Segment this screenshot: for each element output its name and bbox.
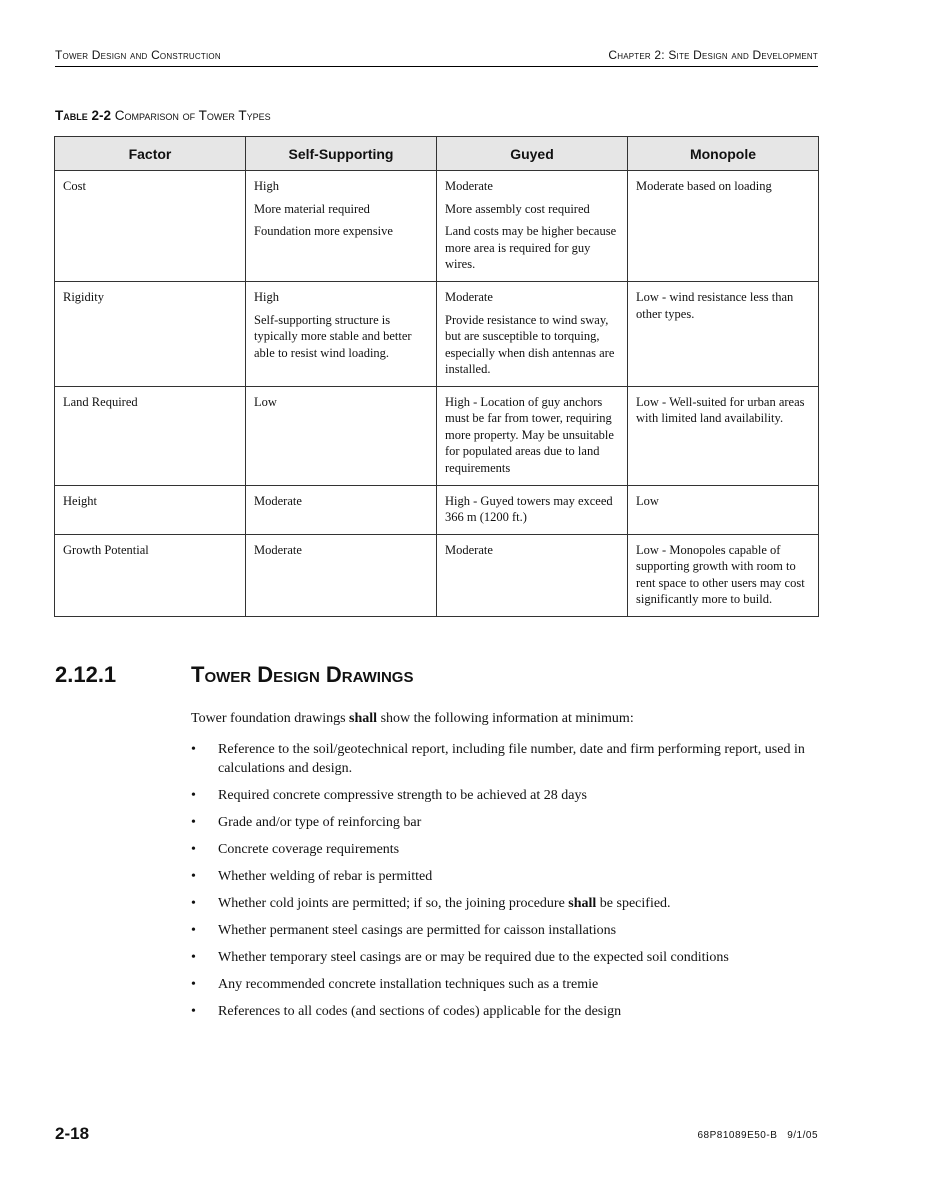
cell-factor (55, 534, 246, 616)
column-header-factor: Factor (55, 137, 246, 171)
section-intro (191, 711, 821, 727)
running-header (55, 48, 818, 67)
list-item-text: Grade and/or type of reinforcing bar (218, 815, 422, 830)
cell-text: Land Required (63, 394, 138, 409)
list-item (191, 894, 821, 913)
intro-bold-shall: shall (349, 711, 378, 726)
cell-monopole (628, 282, 819, 387)
cell-monopole (628, 485, 819, 534)
table-row-cost (55, 171, 819, 282)
document-id: 68P81089E50-B 9/1/05 (697, 1130, 818, 1141)
bullet-icon: • (191, 869, 196, 884)
cell-monopole (628, 171, 819, 282)
cell-self-supporting (246, 386, 437, 485)
list-item (191, 867, 821, 886)
intro-text: Tower foundation drawings (191, 711, 350, 726)
cell-guyed (437, 171, 628, 282)
cell-text: High - Guyed towers may exceed 366 m (1200 ft.) (445, 493, 613, 524)
cell-text: Self-supporting structure is typically more stable and better able to resist wind loading. (254, 312, 412, 360)
cell-monopole (628, 386, 819, 485)
list-item-text: Whether permanent steel casings are permitted for caisson installations (218, 923, 617, 938)
cell-text: Moderate (254, 493, 302, 508)
cell-factor (55, 485, 246, 534)
list-item (191, 1002, 821, 1021)
cell-text: Moderate (445, 290, 493, 304)
list-item-text: Whether temporary steel casings are or may be required due to the expected soil conditions (218, 950, 729, 965)
bullet-icon: • (191, 742, 196, 757)
bullet-icon: • (191, 815, 196, 830)
column-header-guyed: Guyed (437, 137, 628, 171)
list-item-text: Concrete coverage requirements (218, 842, 400, 857)
cell-guyed (437, 485, 628, 534)
cell-self-supporting (246, 282, 437, 387)
cell-text: Low - wind resistance less than other types. (636, 290, 794, 321)
list-item-text: Whether welding of rebar is permitted (218, 869, 433, 884)
cell-text: Moderate based on loading (636, 179, 772, 193)
list-item (191, 740, 821, 778)
list-item (191, 948, 821, 967)
cell-text: Growth Potential (63, 542, 149, 557)
table-row-rigidity (55, 282, 819, 387)
bullet-icon: • (191, 950, 196, 965)
cell-text: High - Location of guy anchors must be far from tower, requiring more property. May be unsuitable for populated areas due to land requirements (445, 394, 614, 475)
comparison-table (54, 136, 819, 617)
section-number: 2.12.1 (55, 662, 117, 687)
cell-text: Low (254, 394, 277, 409)
cell-text: Provide resistance to wind sway, but are susceptible to torquing, especially when dish antennas are installed. (445, 312, 615, 376)
list-item-bold-shall: shall (568, 896, 597, 911)
bullet-icon: • (191, 1004, 196, 1019)
bullet-icon: • (191, 788, 196, 803)
cell-text: Moderate (445, 542, 493, 557)
cell-text: Height (63, 493, 98, 508)
list-item-text: References to all codes (and sections of codes) applicable for the design (218, 1004, 622, 1019)
list-item-text: Reference to the soil/geotechnical report, including file number, date and firm performing report, used in calculations and design. (218, 742, 805, 776)
cell-factor (55, 171, 246, 282)
list-item-text: Whether cold joints are permitted; if so, the joining procedure (218, 896, 569, 911)
table-caption-number: Table 2-2 (55, 108, 112, 123)
cell-text: Moderate (445, 179, 493, 193)
cell-text: High (254, 290, 279, 304)
cell-text: More assembly cost required (445, 201, 590, 216)
bullet-icon: • (191, 977, 196, 992)
cell-self-supporting (246, 171, 437, 282)
cell-text: Low - Well-suited for urban areas with limited land availability. (636, 394, 805, 425)
bullet-icon: • (191, 896, 196, 911)
list-item (191, 975, 821, 994)
cell-text: Cost (63, 179, 86, 193)
table-row-growth-potential (55, 534, 819, 616)
list-item (191, 786, 821, 805)
column-header-self-supporting: Self-Supporting (246, 137, 437, 171)
cell-factor (55, 386, 246, 485)
cell-guyed (437, 386, 628, 485)
cell-text: Foundation more expensive (254, 224, 393, 238)
header-chapter-title: Chapter 2: Site Design and Development (608, 48, 818, 62)
cell-factor (55, 282, 246, 387)
cell-text: Moderate (254, 542, 302, 557)
table-row-height (55, 485, 819, 534)
bullet-icon: • (191, 923, 196, 938)
cell-self-supporting (246, 534, 437, 616)
list-item-text: Required concrete compressive strength to be achieved at 28 days (218, 788, 587, 803)
list-item-text-end: be specified. (596, 896, 671, 911)
requirements-list (191, 740, 821, 1029)
cell-text: Land costs may be higher because more area is required for guy wires. (445, 224, 617, 271)
cell-self-supporting (246, 485, 437, 534)
list-item (191, 840, 821, 859)
cell-guyed (437, 282, 628, 387)
column-header-monopole: Monopole (628, 137, 819, 171)
header-left-title: Tower Design and Construction (55, 48, 221, 62)
cell-text: Rigidity (63, 290, 104, 304)
cell-text: Low - Monopoles capable of supporting growth with room to rent space to other users may cost significantly more to build. (636, 542, 805, 606)
table-caption-title: Comparison of Tower Types (114, 108, 271, 123)
list-item-text: Any recommended concrete installation techniques such as a tremie (218, 977, 599, 992)
cell-monopole (628, 534, 819, 616)
intro-text-end: show the following information at minimum: (377, 711, 634, 726)
table-caption (55, 108, 271, 123)
table-header-row (55, 137, 819, 171)
bullet-icon: • (191, 842, 196, 857)
cell-guyed (437, 534, 628, 616)
cell-text: High (254, 179, 279, 193)
list-item (191, 921, 821, 940)
cell-text: More material required (254, 201, 370, 216)
table-row-land-required (55, 386, 819, 485)
cell-text: Low (636, 493, 659, 508)
page-number: 2-18 (55, 1124, 90, 1143)
section-title: Tower Design Drawings (191, 662, 414, 687)
list-item (191, 813, 821, 832)
